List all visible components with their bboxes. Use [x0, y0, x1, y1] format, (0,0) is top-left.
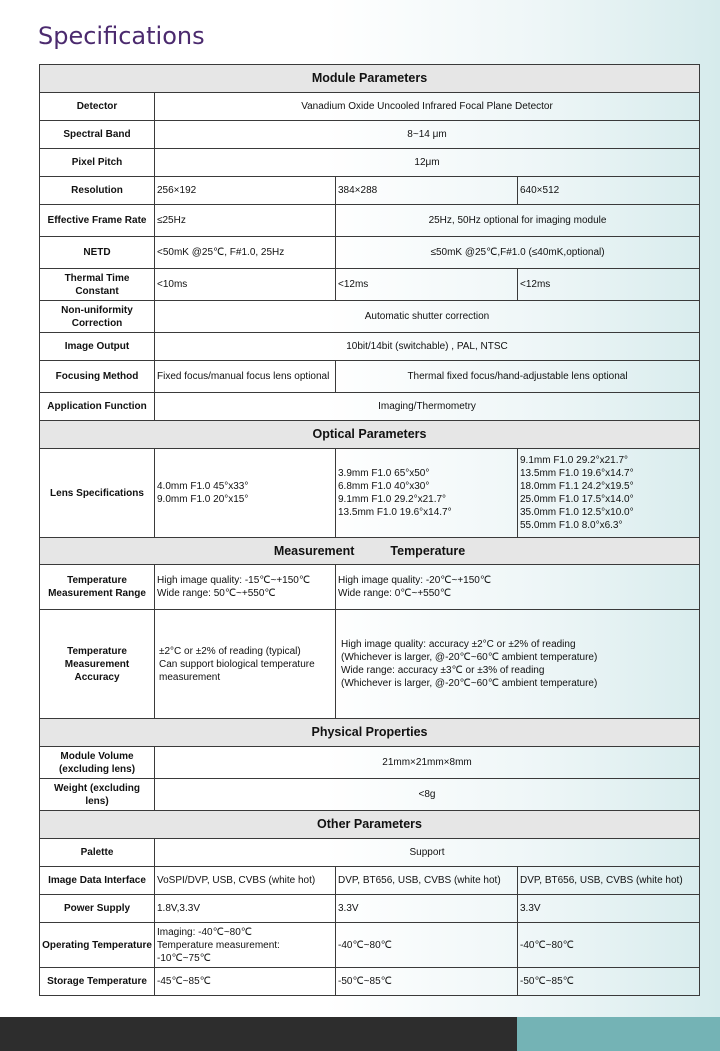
netd-value: <50mK @25℃, F#1.0, 25Hz	[155, 237, 336, 269]
measurement-temperature-header	[40, 538, 700, 565]
thermal-time-label: Thermal Time Constant	[40, 269, 155, 301]
measurement-range-value: High image quality: -20℃~+150℃ Wide range: 0℃~+550℃	[336, 565, 700, 610]
table-row	[40, 449, 700, 538]
power-supply-value: 3.3V	[336, 895, 518, 923]
thermal-time-value: <10ms	[155, 269, 336, 301]
measurement-accuracy-label: Temperature Measurement Accuracy	[40, 610, 155, 719]
pixel-pitch-value: 12μm	[155, 149, 700, 177]
frame-rate-value: ≤25Hz	[155, 205, 336, 237]
resolution-value: 384×288	[336, 177, 518, 205]
frame-rate-value: 25Hz, 50Hz optional for imaging module	[336, 205, 700, 237]
storage-temperature-value: -50℃~85℃	[336, 968, 518, 996]
section-header-row	[40, 65, 700, 93]
application-function-label: Application Function	[40, 393, 155, 421]
table-row	[40, 333, 700, 361]
weight-label: Weight (excluding lens)	[40, 779, 155, 811]
power-supply-label: Power Supply	[40, 895, 155, 923]
pixel-pitch-label: Pixel Pitch	[40, 149, 155, 177]
table-row	[40, 121, 700, 149]
application-function-value: Imaging/Thermometry	[155, 393, 700, 421]
section-header-row	[40, 811, 700, 839]
table-row	[40, 867, 700, 895]
storage-temperature-value: -50℃~85℃	[518, 968, 700, 996]
table-row	[40, 205, 700, 237]
thermal-time-value: <12ms	[518, 269, 700, 301]
storage-temperature-label: Storage Temperature	[40, 968, 155, 996]
table-row	[40, 968, 700, 996]
other-parameters-header: Other Parameters	[40, 811, 700, 839]
resolution-label: Resolution	[40, 177, 155, 205]
non-uniformity-value: Automatic shutter correction	[155, 301, 700, 333]
section-header-row	[40, 538, 700, 565]
table-row	[40, 393, 700, 421]
frame-rate-label: Effective Frame Rate	[40, 205, 155, 237]
weight-value: <8g	[155, 779, 700, 811]
optical-parameters-header: Optical Parameters	[40, 421, 700, 449]
non-uniformity-label: Non-uniformity Correction	[40, 301, 155, 333]
operating-temperature-value: -40℃~80℃	[336, 923, 518, 968]
table-row	[40, 565, 700, 610]
table-row	[40, 779, 700, 811]
table-row	[40, 895, 700, 923]
module-volume-value: 21mm×21mm×8mm	[155, 747, 700, 779]
table-row	[40, 923, 700, 968]
spectral-band-label: Spectral Band	[40, 121, 155, 149]
image-data-interface-label: Image Data Interface	[40, 867, 155, 895]
image-output-value: 10bit/14bit (switchable) , PAL, NTSC	[155, 333, 700, 361]
image-data-interface-value: VoSPI/DVP, USB, CVBS (white hot)	[155, 867, 336, 895]
storage-temperature-value: -45℃~85℃	[155, 968, 336, 996]
resolution-value: 256×192	[155, 177, 336, 205]
lens-specifications-value: 3.9mm F1.0 65°x50° 6.8mm F1.0 40°x30° 9.1mm F1.0 29.2°x21.7° 13.5mm F1.0 19.6°x14.7°	[336, 449, 518, 538]
physical-properties-header: Physical Properties	[40, 719, 700, 747]
thermal-time-value: <12ms	[336, 269, 518, 301]
image-data-interface-value: DVP, BT656, USB, CVBS (white hot)	[336, 867, 518, 895]
image-output-label: Image Output	[40, 333, 155, 361]
detector-label: Detector	[40, 93, 155, 121]
operating-temperature-label: Operating Temperature	[40, 923, 155, 968]
module-volume-label: Module Volume (excluding lens)	[40, 747, 155, 779]
measurement-accuracy-value: High image quality: accuracy ±2°C or ±2% of reading (Whichever is larger, @-20℃~60℃ ambient temperature) Wide range: accuracy ±3℃ or ±3% of reading (Whichever is larger, @-20℃~60℃ ambient temperature)	[336, 610, 700, 719]
lens-specifications-value: 4.0mm F1.0 45°x33° 9.0mm F1.0 20°x15°	[155, 449, 336, 538]
measurement-range-label: Temperature Measurement Range	[40, 565, 155, 610]
operating-temperature-value: -40℃~80℃	[518, 923, 700, 968]
detector-value: Vanadium Oxide Uncooled Infrared Focal Plane Detector	[155, 93, 700, 121]
focusing-method-label: Focusing Method	[40, 361, 155, 393]
table-row	[40, 301, 700, 333]
lens-specifications-label: Lens Specifications	[40, 449, 155, 538]
power-supply-value: 1.8V,3.3V	[155, 895, 336, 923]
lens-specifications-value: 9.1mm F1.0 29.2°x21.7° 13.5mm F1.0 19.6°x14.7° 18.0mm F1.1 24.2°x19.5° 25.0mm F1.0 17.5°x14.0° 35.0mm F1.0 12.5°x10.0° 55.0mm F1.0 8.0°x6.3°	[518, 449, 700, 538]
measurement-range-value: High image quality: -15℃~+150℃ Wide range: 50℃~+550℃	[155, 565, 336, 610]
table-row	[40, 93, 700, 121]
palette-label: Palette	[40, 839, 155, 867]
section-header-row	[40, 421, 700, 449]
table-row	[40, 269, 700, 301]
spectral-band-value: 8~14 μm	[155, 121, 700, 149]
footer-teal-bar	[517, 1017, 720, 1051]
focusing-method-value: Fixed focus/manual focus lens optional	[155, 361, 336, 393]
module-parameters-header: Module Parameters	[40, 65, 700, 93]
resolution-value: 640×512	[518, 177, 700, 205]
palette-value: Support	[155, 839, 700, 867]
measurement-header-text: Measurement	[273, 543, 355, 558]
operating-temperature-value: Imaging: -40℃~80℃ Temperature measurement: -10℃~75℃	[155, 923, 336, 968]
image-data-interface-value: DVP, BT656, USB, CVBS (white hot)	[518, 867, 700, 895]
table-row	[40, 747, 700, 779]
netd-value: ≤50mK @25℃,F#1.0 (≤40mK,optional)	[336, 237, 700, 269]
footer-dark-bar	[0, 1017, 517, 1051]
focusing-method-value: Thermal fixed focus/hand-adjustable lens optional	[336, 361, 700, 393]
temperature-header-text: Temperature	[390, 543, 466, 558]
page-title: Specifications	[38, 22, 205, 50]
power-supply-value: 3.3V	[518, 895, 700, 923]
table-row	[40, 610, 700, 719]
specifications-table	[39, 64, 700, 996]
table-row	[40, 149, 700, 177]
table-row	[40, 839, 700, 867]
table-row	[40, 237, 700, 269]
section-header-row	[40, 719, 700, 747]
measurement-accuracy-value: ±2°C or ±2% of reading (typical) Can support biological temperature measurement	[155, 610, 336, 719]
table-row	[40, 177, 700, 205]
table-row	[40, 361, 700, 393]
netd-label: NETD	[40, 237, 155, 269]
